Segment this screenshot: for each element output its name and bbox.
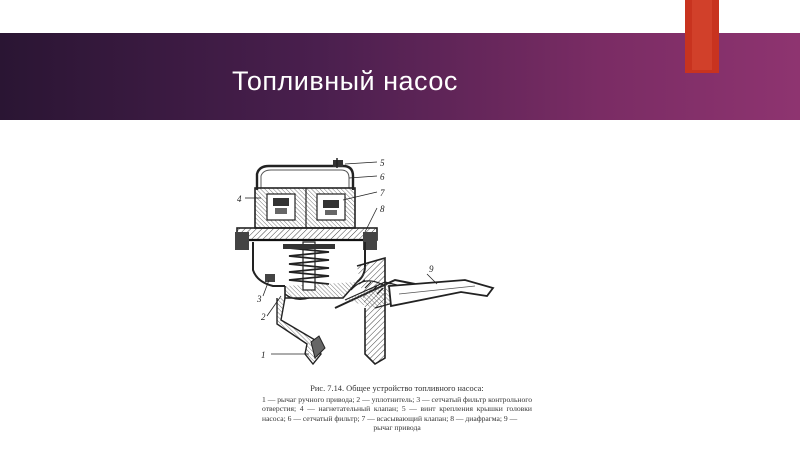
callout-7: 7	[380, 188, 385, 198]
discharge-valve	[267, 194, 295, 220]
cover-screw	[333, 160, 343, 167]
callout-5: 5	[380, 158, 385, 168]
callout-3: 3	[257, 294, 262, 304]
callout-2: 2	[261, 312, 266, 322]
pump-body	[253, 242, 365, 298]
figure-caption	[262, 384, 532, 433]
control-filter	[265, 274, 275, 282]
accent-highlight	[692, 0, 712, 70]
flange-bolt-left	[235, 232, 249, 250]
valve-block	[255, 188, 355, 228]
drive-lever	[389, 280, 493, 306]
slide-title: Топливный насос	[232, 66, 458, 96]
fuel-pump-diagram	[225, 158, 545, 383]
callout-6: 6	[380, 172, 385, 182]
lever-housing	[335, 258, 415, 364]
caption-body: 1 — рычаг ручного привода; 2 — уплотнитель; 3 — сетчатый фильтр контрольного отверстия; 4 — нагнетательный клапан; 5 — винт крепления крышки головки насоса; 6 — сетчатый фильтр; 7 — всасывающий клапан; 8 — диафрагма; 9 —	[262, 394, 532, 423]
accent-bar	[685, 0, 719, 73]
caption-tail: рычаг привода	[373, 423, 421, 433]
callout-1: 1	[261, 350, 266, 360]
callout-8: 8	[380, 204, 385, 214]
diaphragm-spring	[289, 248, 329, 284]
callout-4: 4	[237, 194, 242, 204]
callout-9: 9	[429, 264, 434, 274]
caption-title: Рис. 7.14. Общее устройство топливного насоса:	[310, 384, 484, 393]
pump-cover	[257, 158, 353, 190]
